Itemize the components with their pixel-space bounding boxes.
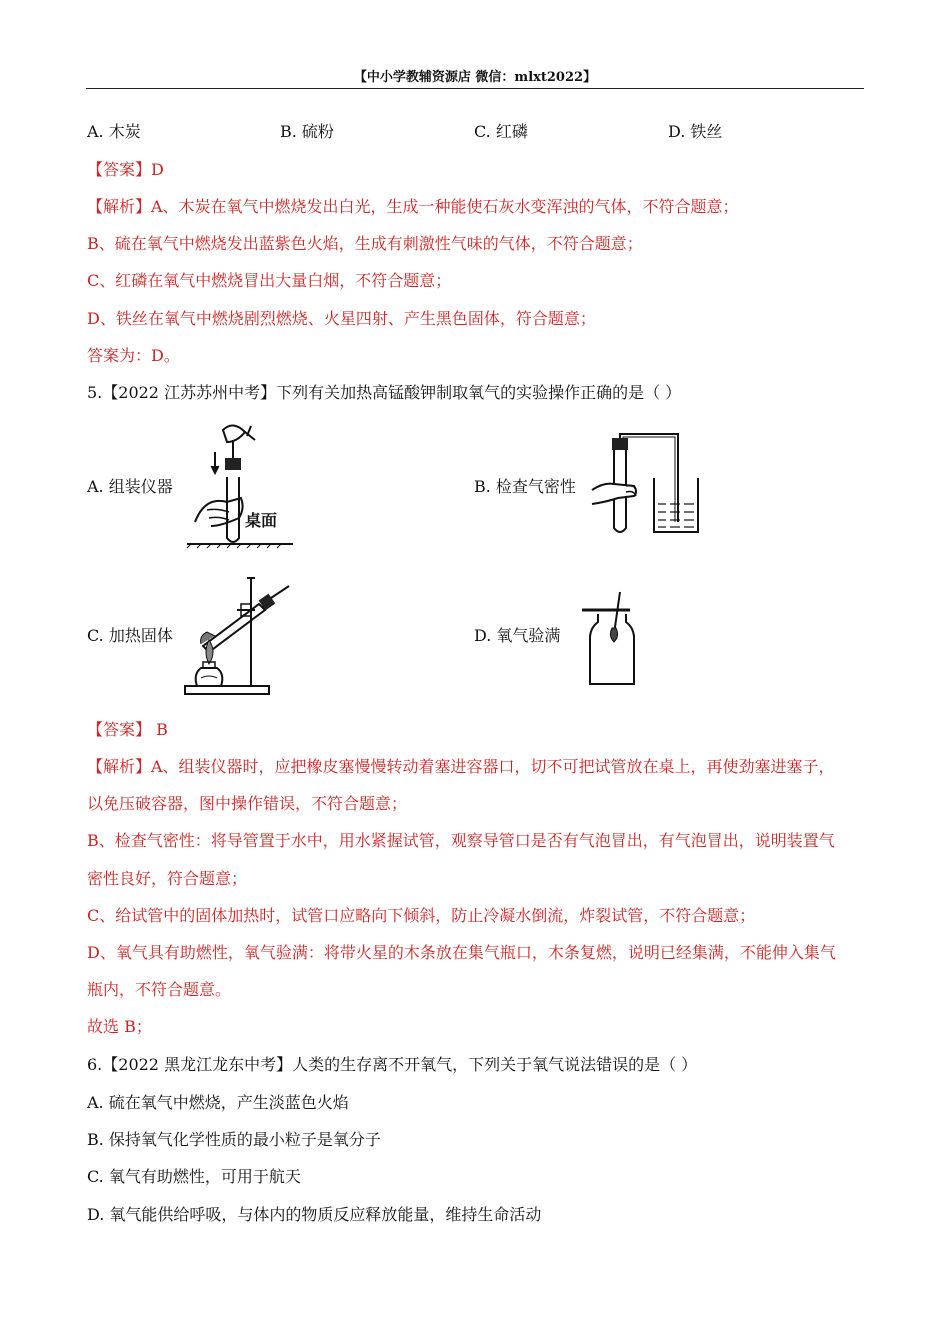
q4-analysis-line: 【解析】A、木炭在氧气中燃烧发出白光，生成一种能使石灰水变浑浊的气体，不符合题意； [87,197,739,216]
figure-desk-label: 桌面 [245,511,278,530]
q6-option-d: D. 氧气能供给呼吸，与体内的物质反应释放能量，维持生命活动 [87,1205,542,1224]
q4-option-d: D. 铁丝 [668,122,723,141]
page-header: 【中小学教辅资源店 微信：mlxt2022】 [353,70,597,85]
q4-option-c: C. 红磷 [474,122,528,141]
figure-heating-solid [185,574,295,700]
q4-option-b: B. 硫粉 [280,122,334,141]
q6-option-b: B. 保持氧气化学性质的最小粒子是氧分子 [87,1130,381,1149]
header-rule [86,88,864,89]
q4-analysis-line: B、硫在氧气中燃烧发出蓝紫色火焰，生成有刺激性气味的气体，不符合题意； [87,234,643,253]
q5-analysis-line: D、氧气具有助燃性，氧气验满：将带火星的木条放在集气瓶口，木条复燃，说明已经集满，不能伸入集气 [87,943,836,962]
q4-answer: 【答案】D [87,160,164,179]
q5-analysis-line: 【解析】A、组装仪器时，应把橡皮塞慢慢转动着塞进容器口，切不可把试管放在桌上，再使劲塞进塞子， [87,757,835,776]
q4-analysis-line: 答案为：D。 [87,346,180,365]
q5-option-d: D. 氧气验满 [474,626,561,645]
q5-stem: 5.【2022 江苏苏州中考】下列有关加热高锰酸钾制取氧气的实验操作正确的是（ ） [87,383,682,402]
q5-analysis-line: 以免压破容器，图中操作错误，不符合题意； [87,794,408,813]
q4-analysis-line: D、铁丝在氧气中燃烧剧烈燃烧、火星四射、产生黑色固体，符合题意； [87,309,596,328]
q6-option-a: A. 硫在氧气中燃烧，产生淡蓝色火焰 [87,1093,349,1112]
q5-analysis-line: B、检查气密性：将导管置于水中，用水紧握试管，观察导管口是否有气泡冒出，有气泡冒出，说明装置气 [87,831,835,850]
figure-assemble-apparatus [185,422,295,548]
q5-option-b: B. 检查气密性 [474,477,576,496]
q5-answer: 【答案】 B [87,720,168,739]
q5-analysis-line: 故选 B； [87,1017,152,1036]
figure-check-airtightness [590,432,700,538]
q5-analysis-line: 密性良好，符合题意； [87,869,248,888]
q6-option-c: C. 氧气有助燃性，可用于航天 [87,1167,301,1186]
figure-oxygen-full-test [578,588,658,688]
q4-option-a: A. 木炭 [87,122,141,141]
q5-analysis-line: 瓶内，不符合题意。 [87,980,232,999]
q5-analysis-line: C、给试管中的固体加热时，试管口应略向下倾斜，防止冷凝水倒流，炸裂试管，不符合题意； [87,906,756,925]
q4-analysis-line: C、红磷在氧气中燃烧冒出大量白烟，不符合题意； [87,271,452,290]
q5-option-a: A. 组装仪器 [87,477,173,496]
q6-stem: 6.【2022 黑龙江龙东中考】人类的生存离不开氧气，下列关于氧气说法错误的是（ ） [87,1055,698,1074]
q5-option-c: C. 加热固体 [87,626,173,645]
